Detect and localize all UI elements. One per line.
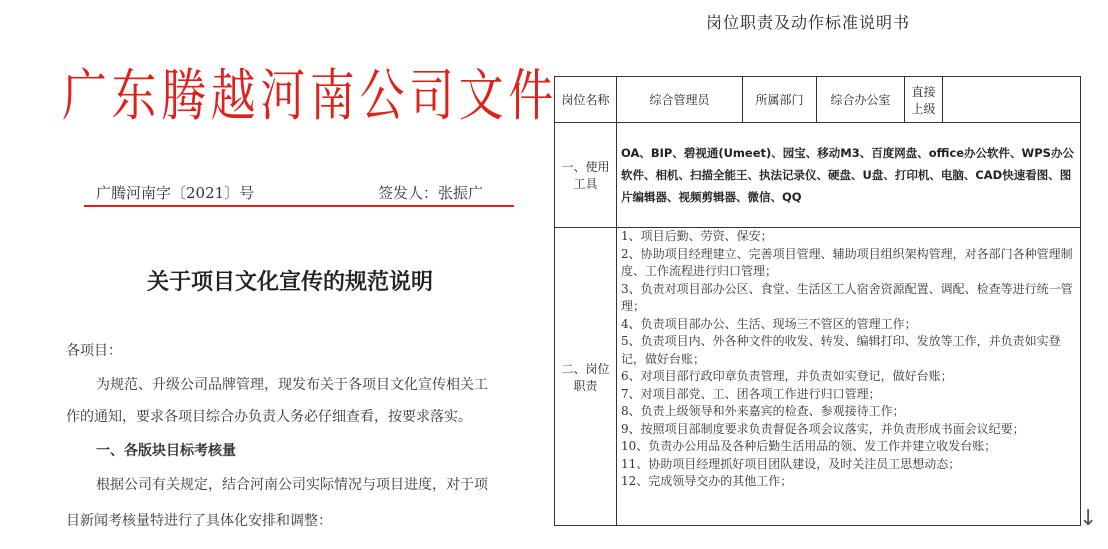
duty-item: 12、完成领导交办的其他工作； bbox=[621, 474, 793, 488]
duty-item: 1、项目后勤、劳资、保安； bbox=[621, 229, 773, 243]
department-value: 综合办公室 bbox=[817, 77, 905, 123]
duty-item: 8、负责上级领导和外来嘉宾的检查、参观接待工作； bbox=[621, 404, 905, 418]
tools-content: OA、BIP、碧视通(Umeet)、园宝、移动M3、百度网盘、office办公软件、WPS办公软件、相机、扫描全能王、执法记录仪、硬盘、U盘、打印机、电脑、CAD快速看图、图片编辑器、视频剪辑器、微信、QQ bbox=[617, 123, 1081, 228]
duties-label: 二、岗位职责 bbox=[555, 228, 617, 526]
tools-label: 一、使用工具 bbox=[555, 123, 617, 228]
paragraph-1-line-1: 为规范、升级公司品牌管理，现发布关于各项目文化宣传相关工 bbox=[96, 377, 488, 393]
duties-content bbox=[617, 228, 1081, 526]
scroll-down-arrow-icon[interactable]: ↓ bbox=[1079, 506, 1098, 531]
signer: 签发人：张振广 bbox=[378, 184, 484, 202]
duty-item: 4、负责项目部办公、生活、现场三不管区的管理工作； bbox=[621, 316, 917, 331]
paragraph-1-line-2: 作的通知，要求各项目综合办负责人务必仔细查看，按要求落实。 bbox=[66, 409, 472, 425]
section-heading-1: 一、各版块目标考核量 bbox=[96, 443, 236, 459]
superior-label: 直接上级 bbox=[905, 77, 943, 123]
department-label: 所属部门 bbox=[743, 77, 817, 123]
duty-item: 7、对项目部党、工、团各项工作进行归口管理； bbox=[621, 386, 881, 401]
table-row bbox=[555, 123, 1081, 228]
paragraph-2-line-1: 根据公司有关规定，结合河南公司实际情况与项目进度，对于项 bbox=[96, 477, 488, 493]
position-name-label: 岗位名称 bbox=[555, 77, 617, 123]
duty-item: 10、负责办公用品及各种后勤生活用品的领、发工作并建立收发台账； bbox=[621, 439, 997, 453]
red-divider bbox=[84, 205, 514, 207]
duty-item: 9、按照项目部制度要求负责督促各项会议落实，并负责形成书面会议纪要； bbox=[621, 421, 1025, 436]
duty-item: 6、对项目部行政印章负责管理，并负责如实登记，做好台账； bbox=[621, 369, 953, 383]
document-number: 广腾河南字〔2021〕号 bbox=[96, 184, 255, 202]
document-heading: 关于项目文化宣传的规范说明 bbox=[146, 270, 433, 295]
duty-item: 5、负责项目内、外各种文件的收发、转发、编辑打印、发放等工作，并负责如实登记，做好台账； bbox=[621, 334, 1061, 366]
paragraph-2-line-2: 目新闻考核量特进行了具体化安排和调整： bbox=[66, 513, 332, 529]
salutation: 各项目： bbox=[66, 343, 122, 359]
job-description-table bbox=[554, 76, 1081, 526]
superior-value bbox=[943, 77, 1081, 123]
form-title: 岗位职责及动作标准说明书 bbox=[706, 13, 911, 32]
table-row bbox=[555, 77, 1081, 123]
duty-item: 11、协助项目经理抓好项目团队建设，及时关注员工思想动态； bbox=[621, 456, 961, 471]
duty-item: 3、负责对项目部办公区、食堂、生活区工人宿舍资源配置、调配、检查等进行统一管理； bbox=[621, 281, 1073, 313]
red-header-title: 广东腾越河南公司文件 bbox=[62, 64, 558, 129]
position-name-value: 综合管理员 bbox=[617, 77, 743, 123]
table-row bbox=[555, 228, 1081, 526]
duty-item: 2、协助项目经理建立、完善项目管理、辅助项目组织架构管理，对各部门各种管理制度、工作流程进行归口管理； bbox=[621, 246, 1073, 278]
